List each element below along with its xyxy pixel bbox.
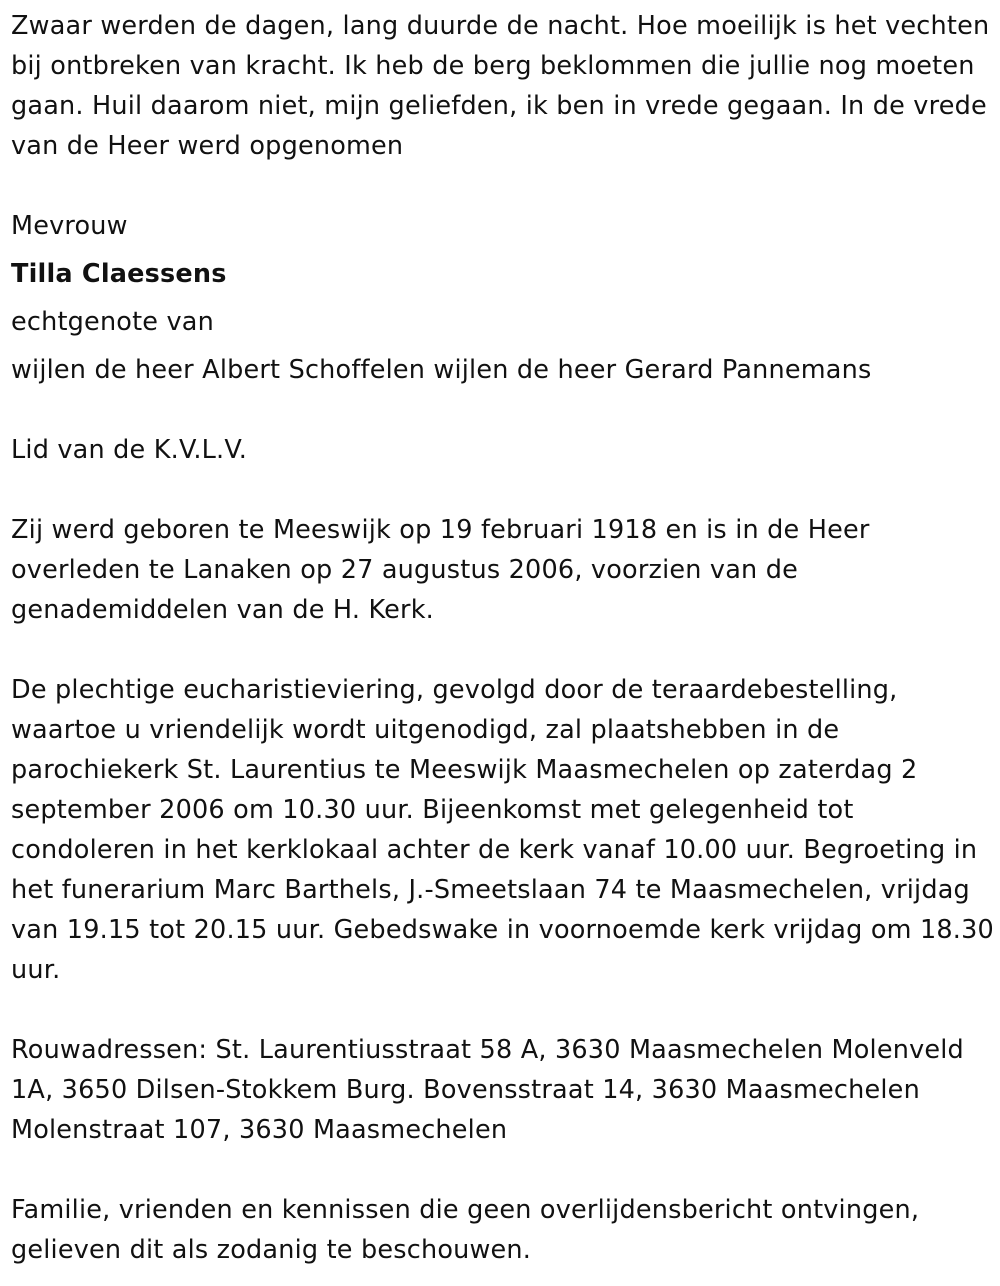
relation-text: echtgenote van <box>11 307 214 337</box>
ceremony-paragraph: De plechtige eucharistieviering, gevolgd door de teraardebestelling, waartoe u vriendelijk wordt uitgenodigd, zal plaatshebben in de parochiekerk St. Laurentius te Meeswijk Maasmechelen op zaterdag 2 september 2006 om 10.30 uur. Bijeenkomst met gelegenheid tot condoleren in het kerklokaal achter de kerk vanaf 10.00 uur. Begroeting in het funerarium Marc Barthels, J.-Smeetslaan 74 te Maasmechelen, vrijdag van 19.15 tot 20.15 uur. Gebedswake in voornoemde kerk vrijdag om 18.30 uur. <box>11 675 994 985</box>
addresses-paragraph: Rouwadressen: St. Laurentiusstraat 58 A, 3630 Maasmechelen Molenveld 1A, 3650 Dilsen-Stokkem Burg. Bovensstraat 14, 3630 Maasmechelen Molenstraat 107, 3630 Maasmechelen <box>11 1035 964 1145</box>
closing-paragraph: Familie, vrienden en kennissen die geen overlijdensbericht ontvingen, gelieven dit als zodanig te beschouwen. <box>11 1195 920 1265</box>
poem-paragraph: Zwaar werden de dagen, lang duurde de nacht. Hoe moeilijk is het vechten bij ontbreken van kracht. Ik heb de berg beklommen die jullie nog moeten gaan. Huil daarom niet, mijn geliefden, ik ben in vrede gegaan. In de vrede van de Heer werd opgenomen <box>11 11 990 161</box>
spouses-text: wijlen de heer Albert Schoffelen wijlen de heer Gerard Pannemans <box>11 355 872 385</box>
birth-death-paragraph: Zij werd geboren te Meeswijk op 19 februari 1918 en is in de Heer overleden te Lanaken op 27 augustus 2006, voorzien van de genademiddelen van de H. Kerk. <box>11 515 870 625</box>
title-honorific: Mevrouw <box>11 211 128 241</box>
obituary-document <box>11 6 996 1270</box>
membership-text: Lid van de K.V.L.V. <box>11 435 248 465</box>
deceased-name: Tilla Claessens <box>11 259 227 289</box>
